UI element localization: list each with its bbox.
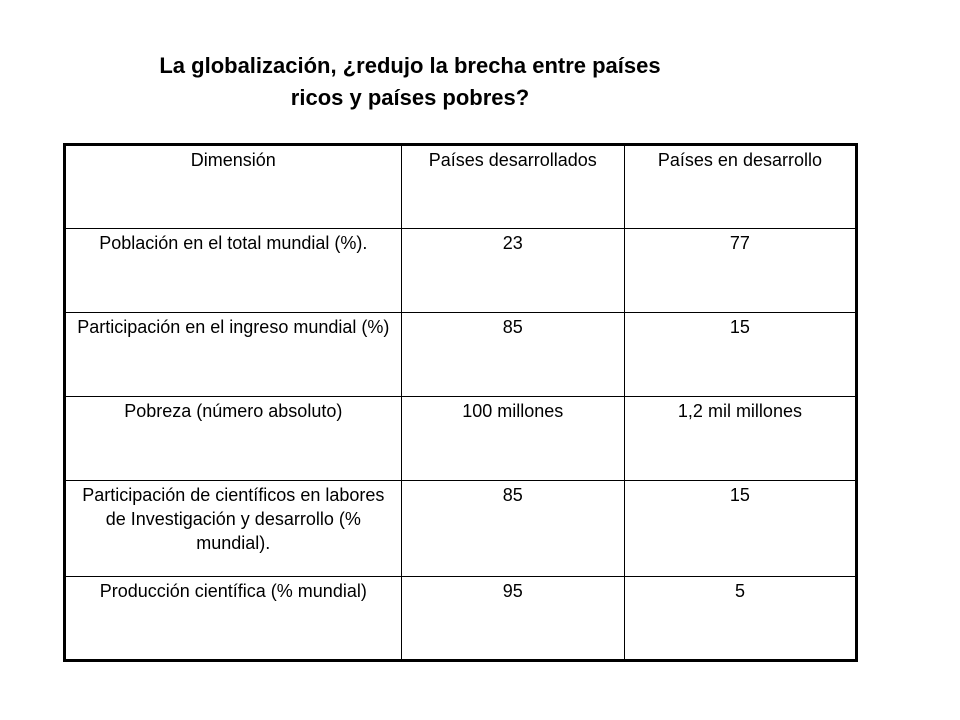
row-developing-value: 1,2 mil millones [624,397,856,481]
row-dimension: Población en el total mundial (%). [65,229,402,313]
row-developing-value: 77 [624,229,856,313]
row-developing-value: 5 [624,577,856,661]
comparison-table [63,143,858,662]
header-developed-countries: Países desarrollados [401,145,624,229]
table-row [65,313,857,397]
table-row [65,577,857,661]
page-title [60,50,760,114]
table-row [65,397,857,481]
table-row [65,481,857,577]
row-developed-value: 85 [401,313,624,397]
row-developing-value: 15 [624,313,856,397]
header-dimension: Dimensión [65,145,402,229]
table-row [65,229,857,313]
row-developed-value: 95 [401,577,624,661]
row-dimension: Participación en el ingreso mundial (%) [65,313,402,397]
row-dimension: Participación de científicos en labores de Investigación y desarrollo (% mundial). [65,481,402,577]
row-developed-value: 85 [401,481,624,577]
row-dimension: Pobreza (número absoluto) [65,397,402,481]
table-header-row [65,145,857,229]
header-developing-countries: Países en desarrollo [624,145,856,229]
row-dimension: Producción científica (% mundial) [65,577,402,661]
title-line-1: La globalización, ¿redujo la brecha entre países [159,53,661,78]
row-developed-value: 23 [401,229,624,313]
row-developed-value: 100 millones [401,397,624,481]
row-developing-value: 15 [624,481,856,577]
title-line-2: ricos y países pobres? [290,85,530,110]
